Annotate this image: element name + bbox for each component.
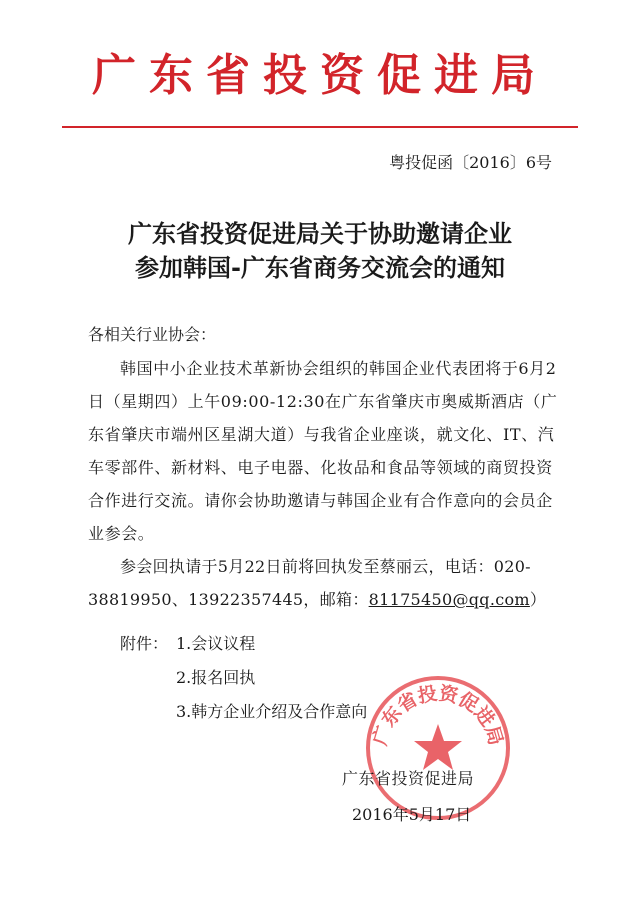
attachment-item-label: 1.会议议程 <box>176 634 256 653</box>
attachment-item <box>120 627 540 661</box>
official-seal <box>362 672 514 824</box>
letterhead-title: 广东省投资促进局 <box>92 50 548 101</box>
salutation: 各相关行业协会： <box>88 325 217 344</box>
letterhead-divider <box>62 126 578 128</box>
signature-date: 2016年5月17日 <box>352 805 472 824</box>
attachment-item-label: 2.报名回执 <box>176 668 256 687</box>
paragraph-2 <box>88 550 558 616</box>
star-icon <box>414 724 462 770</box>
document-number: 粤投促函〔2016〕6号 <box>389 153 552 172</box>
attachment-item-label: 3.韩方企业介绍及合作意向 <box>176 702 368 721</box>
paragraph-2-suffix: ） <box>529 590 547 609</box>
attachments-label: 附件： <box>120 634 169 653</box>
paragraph-1: 韩国中小企业技术革新协会组织的韩国企业代表团将于6月2日（星期四）上午09:00-12:30在广东省肇庆市奥威斯酒店（广东省肇庆市端州区星湖大道）与我省企业座谈，就文化、IT、汽车零部件、新材料、电子电器、化妆品和食品等领域的商贸投资合作进行交流。请你会协助邀请与韩国企业有合作意向的会员企业参会。 <box>88 359 558 543</box>
paragraph-2-text: 参会回执请于5月22日前将回执发至蔡丽云，电话：020-38819950、13922357445，邮箱： <box>88 557 531 609</box>
document-title-line1: 广东省投资促进局关于协助邀请企业 <box>128 220 512 248</box>
email-link[interactable]: 81175450@qq.com <box>368 590 530 609</box>
signature-organization: 广东省投资促进局 <box>342 769 475 788</box>
document-title-line2: 参加韩国-广东省商务交流会的通知 <box>135 254 505 282</box>
seal-text: 广东省投资促进局 <box>369 682 507 748</box>
